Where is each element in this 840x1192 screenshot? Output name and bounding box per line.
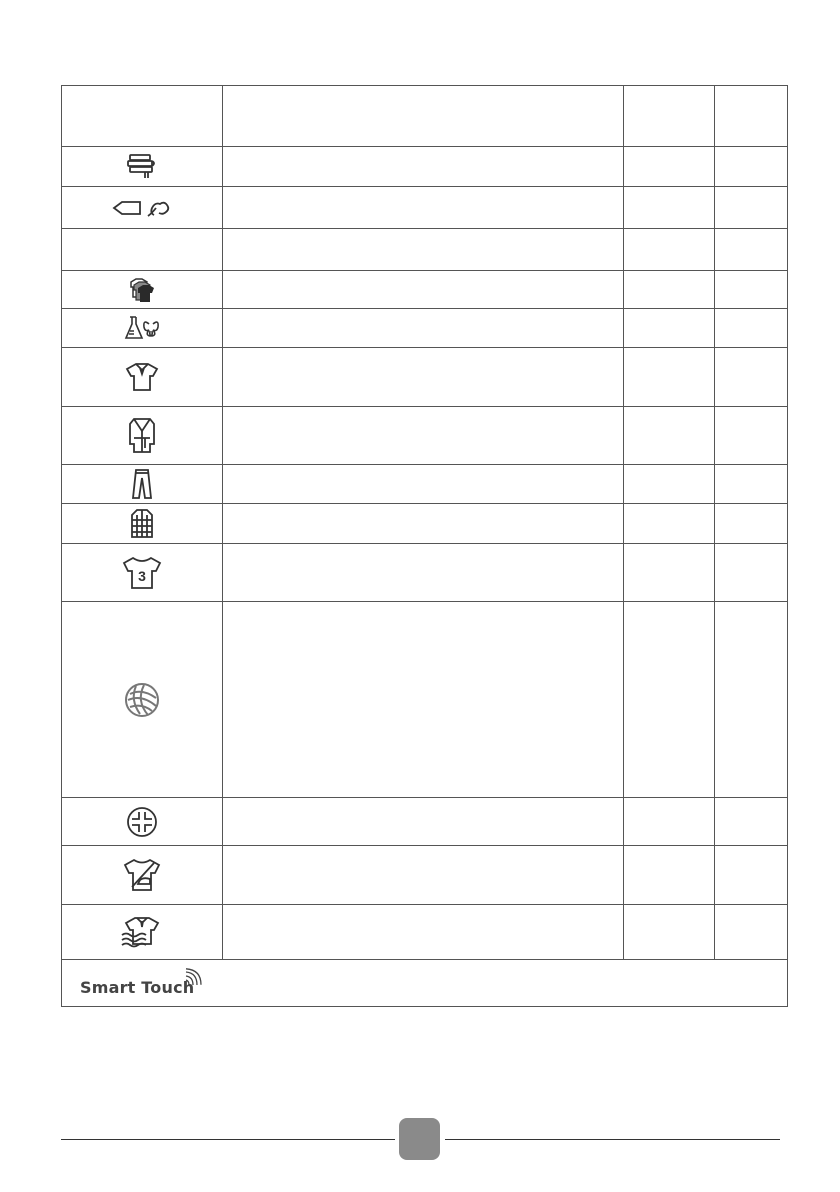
smart-touch-logo: Smart Touch	[80, 978, 195, 997]
wireless-signal-icon	[184, 968, 202, 988]
table-row	[62, 503, 787, 543]
hygiene-cross-circle-icon	[62, 798, 222, 845]
tshirt-number-icon	[62, 544, 222, 601]
table-row	[62, 601, 787, 797]
synthetic-butterfly-icon	[62, 309, 222, 347]
table-row	[62, 186, 787, 228]
cotton-tag-icon	[62, 187, 222, 228]
towels-stack-icon	[62, 147, 222, 186]
table-row	[62, 464, 787, 503]
tshirt-number-label: 3	[138, 567, 146, 584]
table-row	[62, 228, 787, 270]
wool-ball-icon	[62, 602, 222, 797]
table-row	[62, 347, 787, 406]
no-iron-shirt-icon	[62, 846, 222, 904]
table-row	[62, 406, 787, 464]
footer-rule	[61, 1139, 395, 1140]
footer-rule	[445, 1139, 780, 1140]
jeans-icon	[62, 465, 222, 503]
down-jacket-icon	[62, 504, 222, 543]
programme-table	[61, 85, 788, 1007]
table-row	[62, 543, 787, 601]
dressing-gown-icon	[62, 407, 222, 464]
page-number-badge	[399, 1118, 440, 1160]
table-row	[62, 308, 787, 347]
shirt-collar-icon	[62, 348, 222, 406]
table-row	[62, 146, 787, 186]
table-row	[62, 270, 787, 308]
mixed-colours-shirts-icon	[62, 271, 222, 308]
table-row	[62, 845, 787, 904]
shirt-waves-icon	[62, 905, 222, 959]
smart-touch-row	[62, 959, 787, 1007]
table-row	[62, 904, 787, 959]
table-header-row	[62, 86, 787, 146]
table-row	[62, 797, 787, 845]
